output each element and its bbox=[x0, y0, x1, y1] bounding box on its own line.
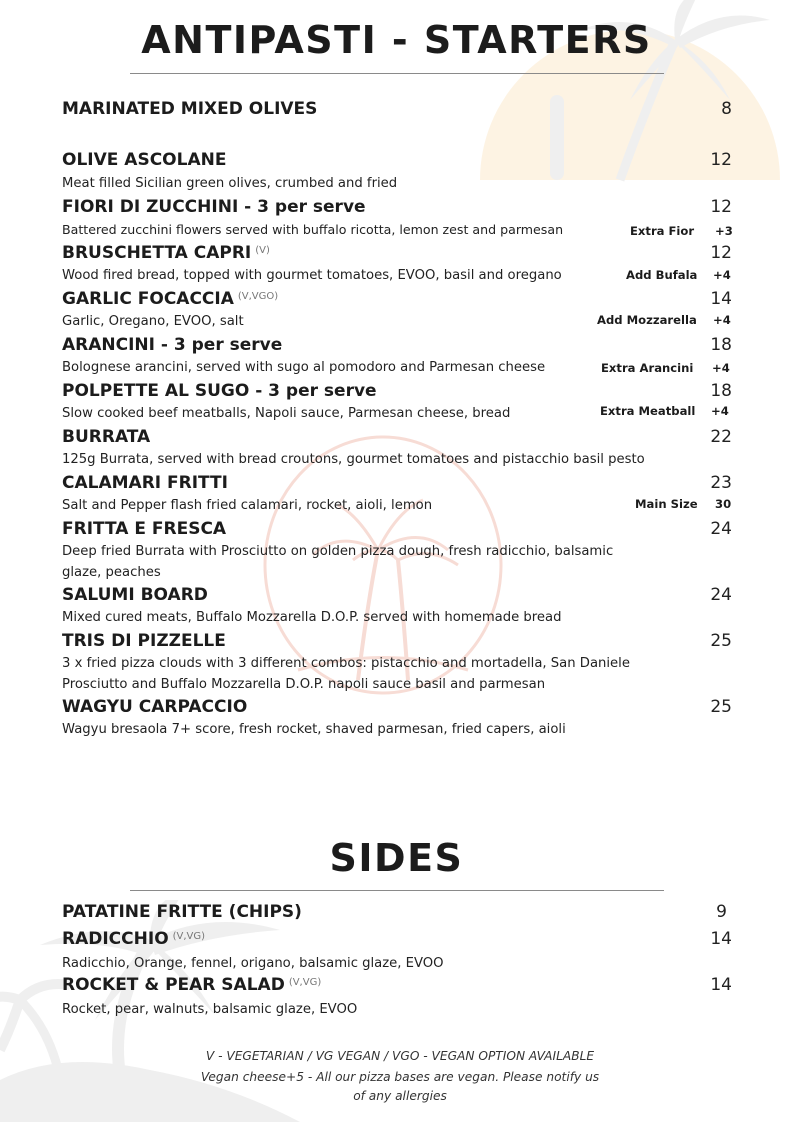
menu-item-description: Deep fried Burrata with Prosciutto on golden pizza dough, fresh radicchio, balsamic glaze, peaches bbox=[62, 544, 614, 580]
menu-item-price: 18 bbox=[710, 381, 732, 401]
extra-option-label: Add Mozzarella bbox=[597, 313, 697, 327]
menu-item-description: Garlic, Oregano, EVOO, salt bbox=[62, 314, 244, 329]
extra-option-price: +4 bbox=[712, 361, 730, 375]
extra-option-label: Extra Fior bbox=[630, 224, 695, 238]
menu-item-description: 125g Burrata, served with bread croutons, gourmet tomatoes and pistacchio basil pesto bbox=[62, 452, 645, 467]
menu-item-name: BURRATA bbox=[62, 427, 151, 447]
menu-item-price: 18 bbox=[710, 335, 732, 355]
menu-item-price: 14 bbox=[710, 929, 732, 949]
menu-item-description: Wagyu bresaola 7+ score, fresh rocket, shaved parmesan, fried capers, aioli bbox=[62, 722, 566, 737]
menu-item-name: RADICCHIO $^{(V,VG)}$ bbox=[62, 929, 206, 949]
dietary-tag: (V,VGO) bbox=[237, 291, 279, 302]
title-divider bbox=[130, 73, 664, 74]
menu-item-name: GARLIC FOCACCIA $^{(V,VGO)}$ bbox=[62, 289, 279, 309]
dietary-tag: (V,VG) bbox=[288, 977, 322, 988]
menu-item-name: SALUMI BOARD bbox=[62, 585, 208, 605]
menu-item-description: Wood fired bread, topped with gourmet tomatoes, EVOO, basil and oregano bbox=[62, 268, 562, 283]
section-title-antipasti: ANTIPASTI - STARTERS bbox=[141, 18, 652, 62]
extra-option-label: Add Bufala bbox=[626, 268, 698, 282]
menu-item-price: 8 bbox=[721, 99, 732, 119]
menu-item-price: 25 bbox=[710, 631, 732, 651]
title-divider bbox=[130, 890, 664, 891]
menu-item-name: BRUSCHETTA CAPRI $^{(V)}$ bbox=[62, 243, 270, 263]
menu-item-name: WAGYU CARPACCIO bbox=[62, 697, 248, 717]
menu-item-name: ROCKET & PEAR SALAD $^{(V,VG)}$ bbox=[62, 975, 322, 995]
menu-item-name: TRIS DI PIZZELLE bbox=[62, 631, 226, 651]
menu-item-name: ARANCINI - 3 per serve bbox=[62, 335, 283, 355]
extra-option-label: Main Size bbox=[635, 497, 698, 511]
menu-item-price: 14 bbox=[710, 975, 732, 995]
dietary-tag: (V) bbox=[255, 245, 270, 256]
menu-item-price: 12 bbox=[710, 197, 732, 217]
menu-item-description: Rocket, pear, walnuts, balsamic glaze, EVOO bbox=[62, 1002, 358, 1017]
menu-item-description: Radicchio, Orange, fennel, origano, balsamic glaze, EVOO bbox=[62, 956, 444, 971]
extra-option-label: Extra Arancini bbox=[601, 361, 694, 375]
menu-item-description: Battered zucchini flowers served with buffalo ricotta, lemon zest and parmesan bbox=[62, 222, 564, 237]
menu-item-name: PATATINE FRITTE (CHIPS) bbox=[62, 902, 302, 922]
menu-item-price: 12 bbox=[710, 243, 732, 263]
extra-option-price: 30 bbox=[715, 497, 732, 511]
menu-item-name: CALAMARI FRITTI bbox=[62, 473, 228, 493]
menu-item-name: OLIVE ASCOLANE bbox=[62, 150, 227, 170]
extra-option-price: +4 bbox=[713, 313, 731, 327]
menu-item-price: 12 bbox=[710, 150, 732, 170]
extra-option-price: +4 bbox=[711, 404, 729, 418]
menu-item-description: Meat filled Sicilian green olives, crumbed and fried bbox=[62, 176, 398, 191]
dietary-tag: (V,VG) bbox=[172, 931, 206, 942]
menu-item-name: MARINATED MIXED OLIVES bbox=[62, 99, 318, 119]
menu-item-description: Slow cooked beef meatballs, Napoli sauce, Parmesan cheese, bread bbox=[62, 406, 511, 421]
section-title-sides: SIDES bbox=[329, 836, 464, 880]
menu-item-price: 9 bbox=[716, 902, 727, 922]
menu-item-price: 22 bbox=[710, 427, 732, 447]
menu-item-price: 24 bbox=[710, 585, 732, 605]
menu-item-description: 3 x fried pizza clouds with 3 different combos: pistacchio and mortadella, San Daniele Prosciutto and Buffalo Mozzarella D.O.P. napoli sauce basil and parmesan bbox=[62, 656, 630, 692]
extra-option-price: +3 bbox=[715, 224, 733, 238]
menu-item-price: 14 bbox=[710, 289, 732, 309]
menu-item-price: 24 bbox=[710, 519, 732, 539]
dietary-legend: V - VEGETARIAN / VG VEGAN / VGO - VEGAN OPTION AVAILABLE bbox=[205, 1049, 595, 1063]
menu-item-name: POLPETTE AL SUGO - 3 per serve bbox=[62, 381, 377, 401]
extra-option-price: +4 bbox=[713, 268, 731, 282]
menu-item-description: Bolognese arancini, served with sugo al pomodoro and Parmesan cheese bbox=[62, 360, 546, 375]
allergy-note: of any allergies bbox=[353, 1089, 447, 1103]
menu-item-description: Salt and Pepper flash fried calamari, rocket, aioli, lemon bbox=[62, 498, 433, 513]
menu-item-price: 25 bbox=[710, 697, 732, 717]
extra-option-label: Extra Meatball bbox=[600, 404, 696, 418]
menu-item-name: FRITTA E FRESCA bbox=[62, 519, 227, 539]
allergy-note: Vegan cheese+5 - All our pizza bases are vegan. Please notify us bbox=[200, 1070, 600, 1084]
menu-item-price: 23 bbox=[710, 473, 732, 493]
menu-item-description: Mixed cured meats, Buffalo Mozzarella D.O.P. served with homemade bread bbox=[62, 610, 562, 625]
menu-item-name: FIORI DI ZUCCHINI - 3 per serve bbox=[62, 197, 366, 217]
